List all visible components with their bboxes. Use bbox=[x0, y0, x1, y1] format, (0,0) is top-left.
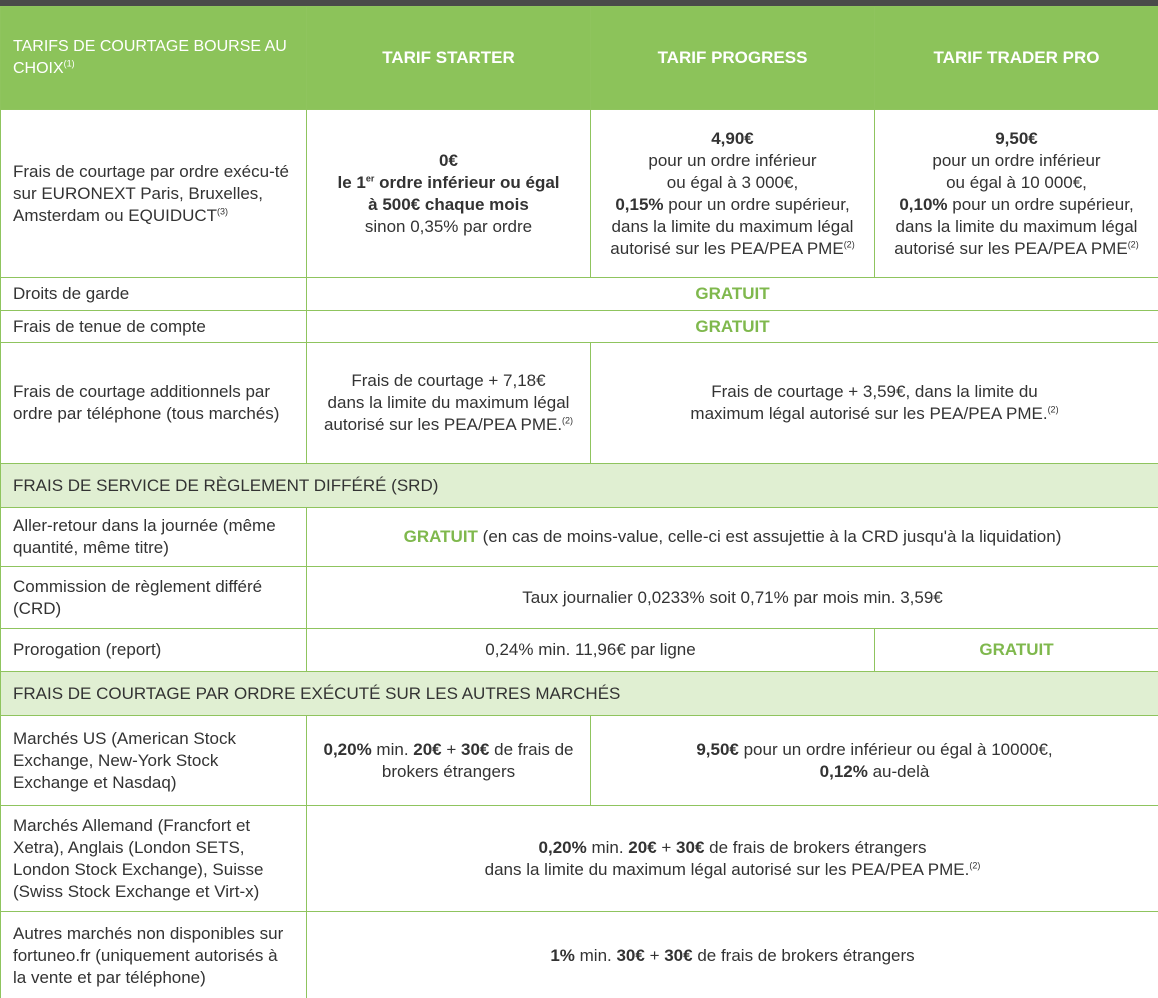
pricing-table bbox=[0, 6, 1158, 998]
cell-aller-retour-value: GRATUIT (en cas de moins-value, celle-ci est assujettie à la CRD jusqu'à la liquidation) bbox=[307, 508, 1158, 567]
cell-tenue-value: GRATUIT bbox=[307, 311, 1158, 343]
row-label-tenue: Frais de tenue de compte bbox=[1, 311, 307, 343]
table-row bbox=[1, 716, 1158, 806]
header-tarif-trader-pro: TARIF TRADER PRO bbox=[875, 7, 1158, 110]
cell-crd-value: Taux journalier 0,0233% soit 0,71% par mois min. 3,59€ bbox=[307, 567, 1158, 629]
cell-prorogation-value: 0,24% min. 11,96€ par ligne bbox=[307, 629, 875, 672]
header-tarif-progress: TARIF PROGRESS bbox=[591, 7, 875, 110]
table-row bbox=[1, 912, 1158, 998]
table-header-row bbox=[1, 7, 1158, 110]
row-label-autres: Autres marchés non disponibles sur fortuneo.fr (uniquement autorisés à la vente et par téléphone) bbox=[1, 912, 307, 998]
table-row bbox=[1, 806, 1158, 912]
row-label-euronext: Frais de courtage par ordre exécu-té sur EURONEXT Paris, Bruxelles, Amsterdam ou EQUIDUCT$^{(3)}$ bbox=[1, 110, 307, 278]
row-label-us: Marchés US (American Stock Exchange, New-York Stock Exchange et Nasdaq) bbox=[1, 716, 307, 806]
cell-progress-euronext: 4,90€ pour un ordre inférieur ou égal à 3 000€, 0,15% pour un ordre supérieur, dans la limite du maximum légal autorisé sur les PEA/PEA PME$^{(2)}$ bbox=[591, 110, 875, 278]
cell-prorogation-pro: GRATUIT bbox=[875, 629, 1158, 672]
cell-europe-value: 0,20% min. 20€ + 30€ de frais de brokers étrangers dans la limite du maximum légal autorisé sur les PEA/PEA PME.$^{(2)}$ bbox=[307, 806, 1158, 912]
cell-garde-value: GRATUIT bbox=[307, 278, 1158, 311]
header-tarif-starter: TARIF STARTER bbox=[307, 7, 591, 110]
section-title-srd: FRAIS DE SERVICE DE RÈGLEMENT DIFFÉRÉ (SRD) bbox=[1, 464, 1158, 508]
cell-other-telephone: Frais de courtage + 3,59€, dans la limite du maximum légal autorisé sur les PEA/PEA PME.$^{(2)}$ bbox=[591, 343, 1158, 464]
table-row bbox=[1, 629, 1158, 672]
header-title: TARIFS DE COURTAGE BOURSE AU CHOIX$^{(1)}$ bbox=[1, 7, 307, 110]
table-row bbox=[1, 508, 1158, 567]
section-title-autres: FRAIS DE COURTAGE PAR ORDRE EXÉCUTÉ SUR LES AUTRES MARCHÉS bbox=[1, 672, 1158, 716]
cell-pro-euronext: 9,50€ pour un ordre inférieur ou égal à 10 000€, 0,10% pour un ordre supérieur, dans la limite du maximum légal autorisé sur les PEA/PEA PME$^{(2)}$ bbox=[875, 110, 1158, 278]
cell-starter-us: 0,20% min. 20€ + 30€ de frais de brokers étrangers bbox=[307, 716, 591, 806]
table-row bbox=[1, 567, 1158, 629]
row-label-europe: Marchés Allemand (Francfort et Xetra), Anglais (London SETS, London Stock Exchange), Suisse (Swiss Stock Exchange et Virt-x) bbox=[1, 806, 307, 912]
row-label-prorogation: Prorogation (report) bbox=[1, 629, 307, 672]
table-row bbox=[1, 110, 1158, 278]
table-row bbox=[1, 278, 1158, 311]
row-label-crd: Commission de règlement différé (CRD) bbox=[1, 567, 307, 629]
section-row-autres bbox=[1, 672, 1158, 716]
row-label-aller-retour: Aller-retour dans la journée (même quantité, même titre) bbox=[1, 508, 307, 567]
table-row bbox=[1, 343, 1158, 464]
cell-starter-telephone: Frais de courtage + 7,18€ dans la limite du maximum légal autorisé sur les PEA/PEA PME.$^{(2)}$ bbox=[307, 343, 591, 464]
section-row-srd bbox=[1, 464, 1158, 508]
cell-autres-value: 1% min. 30€ + 30€ de frais de brokers étrangers bbox=[307, 912, 1158, 998]
table-row bbox=[1, 311, 1158, 343]
row-label-telephone: Frais de courtage additionnels par ordre par téléphone (tous marchés) bbox=[1, 343, 307, 464]
row-label-garde: Droits de garde bbox=[1, 278, 307, 311]
cell-starter-euronext: 0€ le 1er ordre inférieur ou égal à 500€ chaque mois sinon 0,35% par ordre bbox=[307, 110, 591, 278]
cell-other-us: 9,50€ pour un ordre inférieur ou égal à 10000€, 0,12% au-delà bbox=[591, 716, 1158, 806]
